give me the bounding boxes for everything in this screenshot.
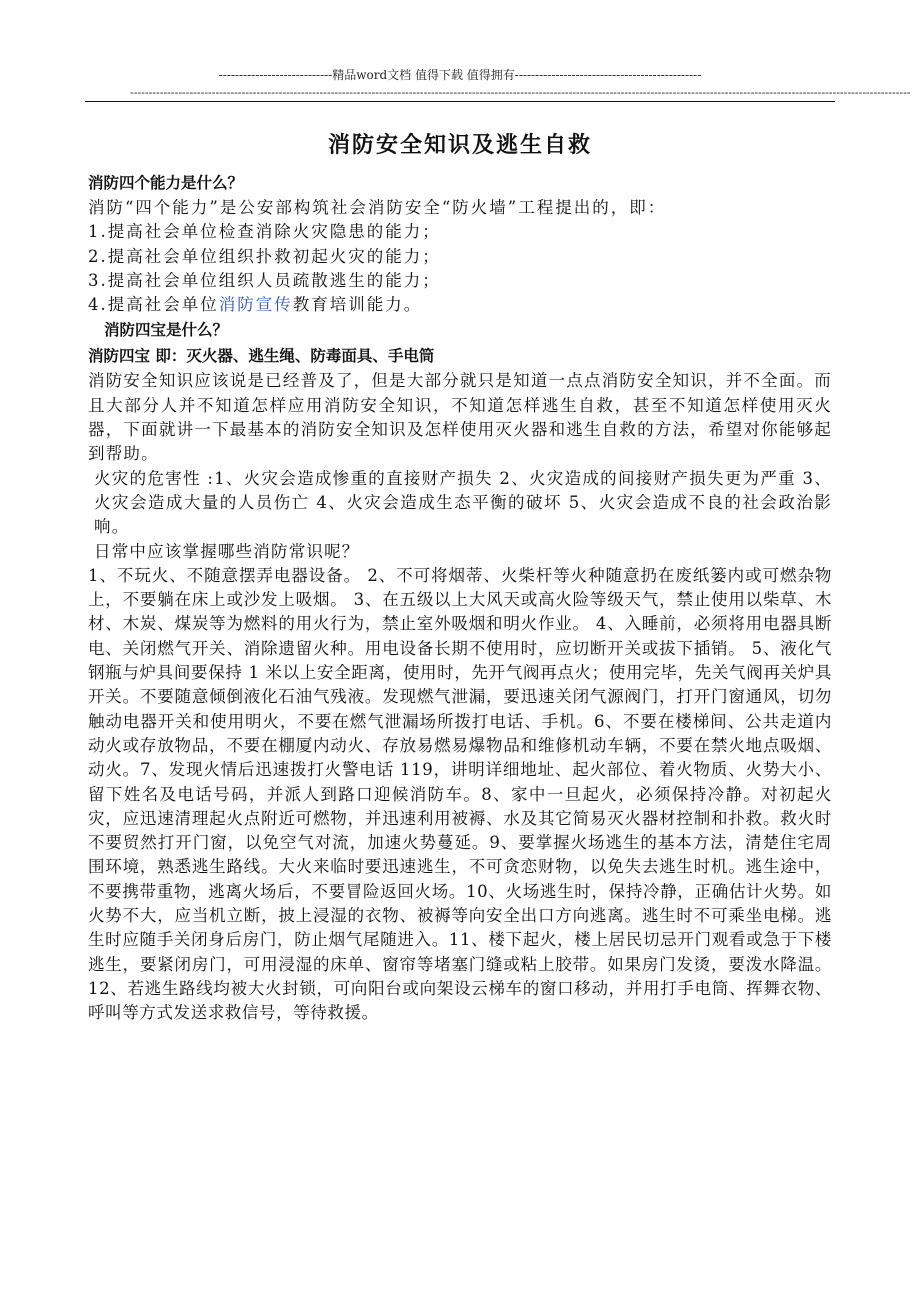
document-body bbox=[88, 126, 832, 1026]
section-heading-four-abilities: 消防四个能力是什么？ bbox=[88, 174, 244, 192]
daily-knowledge-paragraph: 1、不玩火、不随意摆弄电器设备。 2、不可将烟蒂、火柴杆等火种随意扔在废纸篓内或可燃杂物上，不要躺在床上或沙发上吸烟。 3、在五级以上大风天或高火险等级天气，禁止使用以柴草、木材、木炭、煤炭等为燃料的用火行为，禁止室外吸烟和明火作业。 4、入睡前，必须将用电器具断电、关闭燃气开关、消除遗留火种。用电设备长期不使用时，应切断开关或拔下插销。 5、液化气钢瓶与炉具间要保持 1 米以上安全距离，使用时，先开气阀再点火；使用完毕，先关气阀再关炉具开关。不要随意倾倒液化石油气残液。发现燃气泄漏，要迅速关闭气源阀门，打开门窗通风，切勿触动电器开关和使用明火，不要在燃气泄漏场所拨打电话、手机。6、不要在楼梯间、公共走道内动火或存放物品，不要在棚厦内动火、存放易燃易爆物品和维修机动车辆，不要在禁火地点吸烟、动火。7、发现火情后迅速拨打火警电话 119，讲明详细地址、起火部位、着火物质、火势大小、留下姓名及电话号码，并派人到路口迎候消防车。8、家中一旦起火，必须保持冷静。对初起火灾，应迅速清理起火点附近可燃物，并迅速利用被褥、水及其它简易灭火器材控制和扑救。救火时不要贸然打开门窗，以免空气对流，加速火势蔓延。9、要掌握火场逃生的基本方法，清楚住宅周围环境，熟悉逃生路线。大火来临时要迅速逃生，不可贪恋财物，以免失去逃生时机。逃生途中，不要携带重物，逃离火场后，不要冒险返回火场。10、火场逃生时，保持冷静，正确估计火势。如火势不大，应当机立断，披上浸湿的衣物、被褥等向安全出口方向逃离。逃生时不可乘坐电梯。逃生时应随手关闭身后房门，防止烟气尾随进入。11、楼下起火，楼上居民切忌开门观看或急于下楼逃生，要紧闭房门，可用浸湿的床单、窗帘等堵塞门缝或粘上胶带。如果房门发烫，要泼水降温。12、若逃生路线均被大火封锁，可向阳台或向架设云梯车的窗口移动，并用打手电筒、挥舞衣物、呼叫等方式发送求救信号，等待救援。 bbox=[88, 565, 832, 1023]
ability-item-1: 1.提高社会单位检查消除火灾隐患的能力； bbox=[88, 222, 441, 242]
ability-item-3: 3.提高社会单位组织人员疏散逃生的能力； bbox=[88, 270, 441, 290]
page-header-banner: ----------------------------精品word文档 值得下载 值得拥有---------------------------------------------- bbox=[218, 68, 702, 82]
fire-hazards-paragraph: 火灾的危害性 :1、火灾会造成惨重的直接财产损失 2、火灾造成的间接财产损失更为严重 3、火灾会造成大量的人员伤亡 4、火灾会造成生态平衡的破坏 5、火灾会造成不良的社会政治影响。 bbox=[94, 468, 832, 537]
four-abilities-intro: 消防“四个能力”是公安部构筑社会消防安全“防火墙”工程提出的，即： bbox=[88, 198, 667, 217]
ability-item-4-prefix: 4.提高社会单位 bbox=[88, 295, 219, 315]
knowledge-intro-paragraph: 消防安全知识应该说是已经普及了，但是大部分就只是知道一点点消防安全知识，并不全面。而且大部分人并不知道怎样应用消防安全知识，不知道怎样逃生自救，甚至不知道怎样使用灭火器，下面就讲一下最基本的消防安全知识及怎样使用灭火器和逃生自救的方法，希望对你能够起到帮助。 bbox=[88, 371, 832, 464]
daily-knowledge-heading: 日常中应该掌握哪些消防常识呢？ bbox=[94, 541, 360, 561]
ability-item-4 bbox=[88, 293, 832, 317]
section-heading-four-treasures: 消防四宝是什么？ bbox=[104, 321, 229, 340]
ability-item-2: 2.提高社会单位组织扑救初起火灾的能力； bbox=[88, 246, 441, 266]
header-rule bbox=[85, 101, 835, 102]
four-treasures-answer: 消防四宝 即：灭火器、逃生绳、防毒面具、手电筒 bbox=[88, 347, 435, 366]
document-title: 消防安全知识及逃生自救 bbox=[327, 133, 592, 158]
fire-publicity-link[interactable]: 消防宣传 bbox=[218, 295, 293, 315]
ability-item-4-suffix: 教育培训能力。 bbox=[292, 295, 423, 315]
page-header-dashes: ------------------------------------------------------------------------------------------------------------------------------------------------------------------------------------------------------------------ bbox=[130, 86, 911, 99]
